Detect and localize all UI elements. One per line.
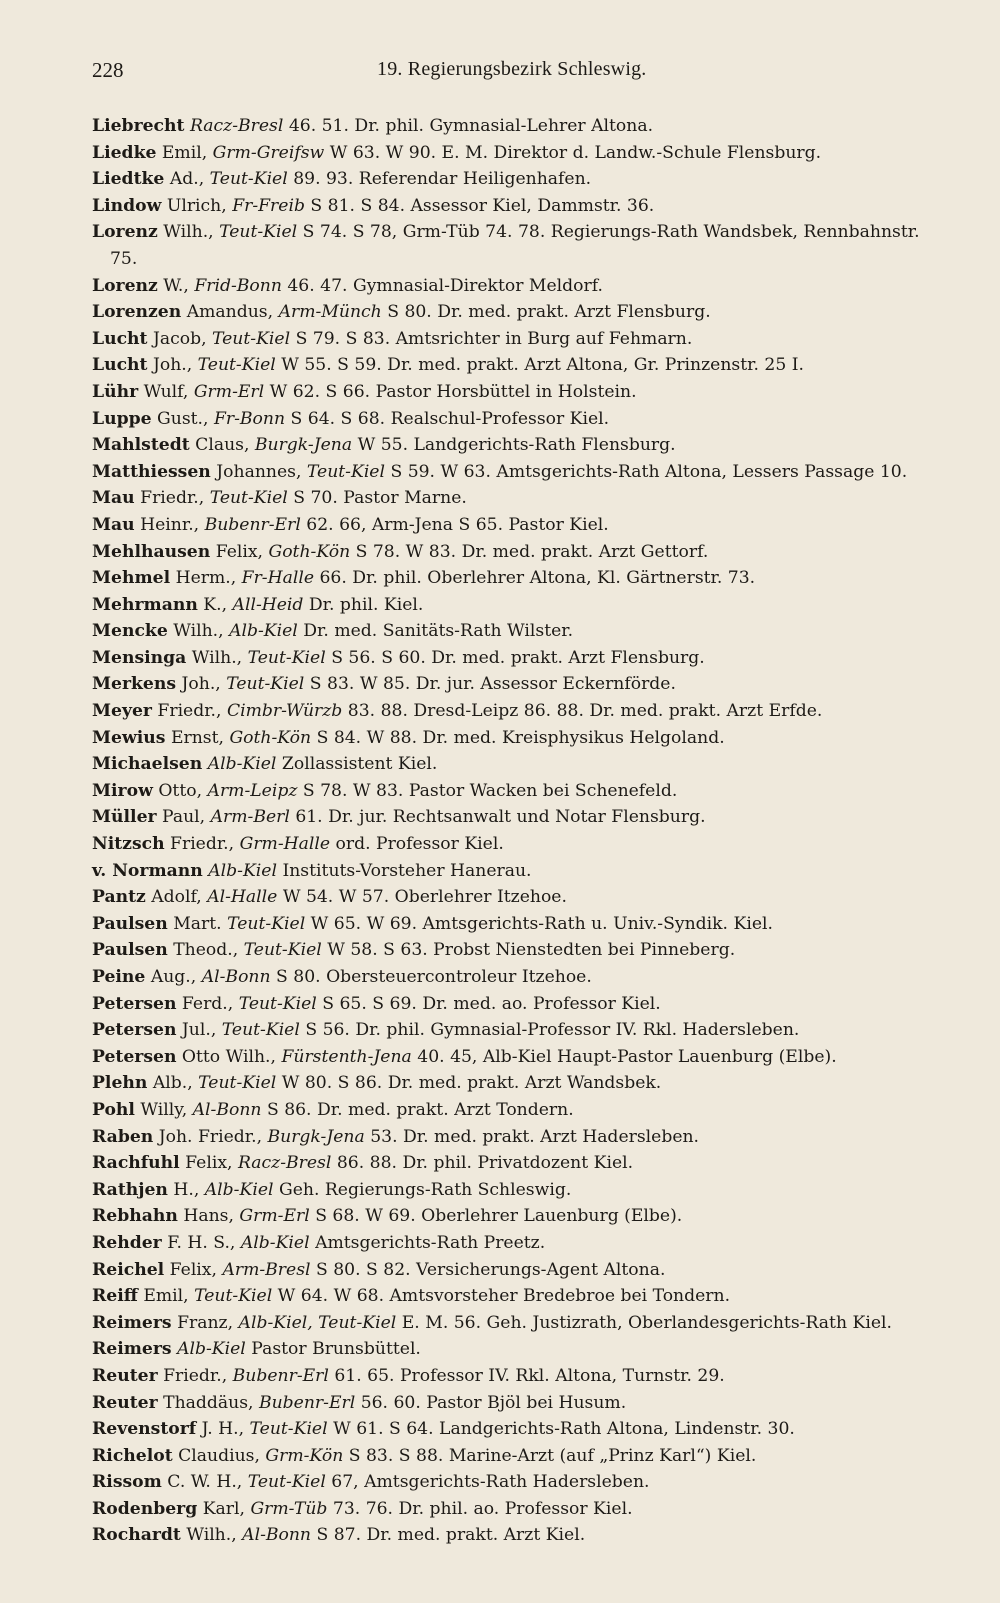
entry-fraternity: Arm-Münch: [278, 302, 382, 323]
entry-fraternity: Teut-Kiel: [247, 647, 326, 668]
entry-name: Mensinga: [92, 647, 187, 668]
directory-entry: [92, 1097, 952, 1124]
entry-name: Mehmel: [92, 568, 171, 589]
directory-entry: [92, 804, 952, 831]
directory-entry: [92, 884, 952, 911]
entry-name: Reuter: [92, 1365, 158, 1386]
entry-given-name: Willy,: [140, 1099, 188, 1120]
entry-fraternity: Grm-Greifsw: [212, 142, 325, 163]
entry-details: 61. Dr. jur. Rechtsanwalt und Notar Flensburg.: [295, 807, 706, 828]
entry-name: Mehrmann: [92, 594, 198, 615]
directory-entry: [92, 406, 952, 433]
entry-fraternity: Goth-Kön: [268, 541, 351, 562]
directory-entry: [92, 459, 952, 486]
entry-fraternity: Al-Bonn: [242, 1525, 311, 1546]
entry-given-name: Alb.,: [152, 1073, 193, 1094]
entry-fraternity: Alb-Kiel: [177, 1339, 246, 1360]
entry-given-name: H.,: [173, 1179, 200, 1200]
directory-entry: [92, 219, 952, 272]
entry-given-name: Friedr.,: [170, 834, 235, 855]
entry-given-name: Johannes,: [216, 461, 302, 482]
entry-name: Matthiessen: [92, 461, 211, 482]
directory-entry: [92, 592, 952, 619]
entry-fraternity: Grm-Kön: [265, 1445, 344, 1466]
entry-fraternity: Teut-Kiel: [238, 993, 317, 1014]
entry-fraternity: Grm-Erl: [193, 381, 265, 402]
entry-name: Luppe: [92, 408, 152, 429]
entry-given-name: Claudius,: [178, 1445, 260, 1466]
directory-entry: [92, 698, 952, 725]
entry-name: Reichel: [92, 1259, 165, 1280]
entry-given-name: Jul.,: [181, 1020, 217, 1041]
entry-details: S 80. Obersteuercontroleur Itzehoe.: [276, 967, 592, 987]
entry-fraternity: Frid-Bonn: [194, 275, 282, 296]
directory-entry: [92, 352, 952, 379]
entry-name: Mencke: [92, 621, 168, 642]
entry-name: Lorenz: [92, 222, 158, 243]
directory-entry: [92, 485, 952, 512]
entry-details: 46. 47. Gymnasial-Direktor Meldorf.: [287, 275, 603, 296]
directory-entry: [92, 911, 952, 938]
entry-given-name: Adolf,: [151, 887, 202, 908]
entry-name: Raben: [92, 1126, 154, 1147]
entry-details: Amtsgerichts-Rath Preetz.: [315, 1232, 546, 1253]
directory-entry: [92, 671, 952, 698]
entry-details: ord. Professor Kiel.: [335, 834, 504, 855]
entry-name: Lucht: [92, 328, 148, 349]
entry-given-name: Felix,: [169, 1259, 217, 1280]
directory-entry: [92, 193, 952, 220]
entry-given-name: Ferd.,: [181, 993, 234, 1014]
entry-given-name: Joh. Friedr.,: [158, 1126, 263, 1147]
entry-fraternity: Teut-Kiel: [306, 461, 385, 482]
entry-name: Lorenz: [92, 275, 158, 296]
entry-name: Nitzsch: [92, 834, 165, 855]
entry-name: Peine: [92, 967, 146, 987]
entry-name: Michaelsen: [92, 754, 203, 775]
entry-details: W 55. Landgerichts-Rath Flensburg.: [357, 435, 676, 456]
entry-given-name: Wilh.,: [173, 621, 224, 642]
entry-name: Rachfuhl: [92, 1153, 180, 1174]
entry-details: S 81. S 84. Assessor Kiel, Dammstr. 36.: [310, 195, 655, 216]
directory-entry: [92, 326, 952, 353]
directory-entry: [92, 1469, 952, 1496]
entry-given-name: Otto Wilh.,: [181, 1046, 276, 1067]
entry-details: 56. 60. Pastor Bjöl bei Husum.: [360, 1392, 627, 1413]
directory-entry: [92, 1017, 952, 1044]
entry-name: Petersen: [92, 1020, 177, 1041]
entry-fraternity: Fürstenth-Jena: [281, 1046, 412, 1067]
directory-entry: [92, 858, 952, 885]
entry-fraternity: Teut-Kiel: [227, 913, 306, 934]
entry-details: 66. Dr. phil. Oberlehrer Altona, Kl. Gärtnerstr. 73.: [319, 568, 756, 589]
entry-details: 73. 76. Dr. phil. ao. Professor Kiel.: [332, 1498, 633, 1519]
entry-fraternity: Al-Halle: [207, 887, 278, 908]
entry-name: Petersen: [92, 993, 177, 1014]
entry-name: Lühr: [92, 381, 139, 402]
entry-details: S 70. Pastor Marne.: [293, 488, 467, 509]
entry-details: S 68. W 69. Oberlehrer Lauenburg (Elbe).: [315, 1206, 683, 1227]
entry-fraternity: Alb-Kiel: [207, 754, 277, 775]
entry-details: 40. 45, Alb-Kiel Haupt-Pastor Lauenburg (Elbe).: [417, 1046, 837, 1067]
entry-details: S 78. W 83. Dr. med. prakt. Arzt Gettorf.: [355, 541, 709, 562]
directory-entry: [92, 1416, 952, 1443]
entry-name: Lindow: [92, 195, 162, 216]
entry-name: Paulsen: [92, 913, 168, 934]
entry-details: S 65. S 69. Dr. med. ao. Professor Kiel.: [322, 993, 661, 1014]
entry-details: S 64. S 68. Realschul-Professor Kiel.: [290, 408, 610, 429]
entry-details: W 58. S 63. Probst Nienstedten bei Pinneberg.: [327, 940, 736, 961]
entry-name: Liedke: [92, 142, 157, 163]
entry-fraternity: Fr-Halle: [241, 568, 315, 589]
entry-details: S 87. Dr. med. prakt. Arzt Kiel.: [316, 1525, 586, 1546]
entry-details: S 56. S 60. Dr. med. prakt. Arzt Flensburg.: [331, 647, 705, 668]
entry-name: Reimers: [92, 1312, 172, 1333]
entry-name: Liebrecht: [92, 116, 185, 136]
entry-fraternity: Grm-Tüb: [250, 1498, 328, 1519]
entry-fraternity: Burgk-Jena: [267, 1126, 365, 1147]
entry-given-name: K.,: [203, 594, 228, 615]
entry-given-name: Wilh.,: [163, 222, 214, 243]
entry-name: Mahlstedt: [92, 435, 190, 456]
entry-name: Merkens: [92, 674, 177, 695]
entry-details: W 65. W 69. Amtsgerichts-Rath u. Univ.-Syndik. Kiel.: [310, 913, 773, 934]
directory-entry: [92, 1443, 952, 1470]
directory-entry: [92, 565, 952, 592]
entry-given-name: J. H.,: [201, 1419, 245, 1440]
entry-details: 61. 65. Professor IV. Rkl. Altona, Turnstr. 29.: [334, 1365, 725, 1386]
directory-entry: [92, 618, 952, 645]
entry-fraternity: Burgk-Jena: [254, 435, 353, 456]
entry-given-name: Emil,: [161, 142, 208, 163]
directory-entry: [92, 1124, 952, 1151]
directory-entry: [92, 991, 952, 1018]
entry-fraternity: Teut-Kiel: [243, 940, 322, 961]
entry-given-name: Paul,: [162, 807, 206, 828]
directory-entry: [92, 1336, 952, 1363]
directory-entry: [92, 299, 952, 326]
entry-given-name: Joh.,: [181, 674, 221, 695]
entry-given-name: Wulf,: [143, 381, 189, 402]
entry-given-name: Ulrich,: [166, 195, 227, 216]
entry-fraternity: Teut-Kiel: [209, 169, 288, 190]
entry-given-name: Herm.,: [175, 568, 237, 589]
directory-entry: [92, 831, 952, 858]
directory-entry: [92, 1044, 952, 1071]
entry-details: Dr. phil. Kiel.: [308, 594, 424, 615]
entry-fraternity: Teut-Kiel: [212, 328, 291, 349]
entry-fraternity: Racz-Bresl: [189, 116, 284, 136]
entry-given-name: Aug.,: [150, 967, 197, 987]
directory-entry: [92, 1257, 952, 1284]
directory-entry: [92, 1070, 952, 1097]
entry-name: Richelot: [92, 1445, 173, 1466]
entry-fraternity: Bubenr-Erl: [204, 514, 301, 535]
entry-name: Rebhahn: [92, 1206, 178, 1227]
entry-fraternity: Arm-Bresl: [222, 1259, 311, 1280]
entry-name: Paulsen: [92, 940, 168, 961]
entry-fraternity: Al-Bonn: [201, 967, 271, 987]
directory-entry: [92, 725, 952, 752]
entry-fraternity: Teut-Kiel: [249, 1419, 328, 1440]
entry-fraternity: Teut-Kiel: [209, 488, 288, 509]
directory-entry: [92, 1310, 952, 1337]
entry-details: Instituts-Vorsteher Hanerau.: [282, 860, 532, 881]
entry-fraternity: Teut-Kiel: [194, 1286, 273, 1307]
entry-name: Reiff: [92, 1286, 138, 1307]
entry-details: S 79. S 83. Amtsrichter in Burg auf Fehmarn.: [295, 328, 693, 349]
directory-entry: [92, 1496, 952, 1523]
entry-details: Zollassistent Kiel.: [281, 754, 438, 775]
entry-details: 83. 88. Dresd-Leipz 86. 88. Dr. med. prakt. Arzt Erfde.: [347, 701, 823, 722]
entry-fraternity: Teut-Kiel: [247, 1472, 326, 1493]
entry-details: W 80. S 86. Dr. med. prakt. Arzt Wandsbek.: [281, 1073, 662, 1094]
directory-entry: [92, 432, 952, 459]
entry-fraternity: Alb-Kiel: [204, 1179, 274, 1200]
entry-name: Meyer: [92, 701, 152, 722]
page-number: 228: [92, 58, 124, 82]
entry-details: S 86. Dr. med. prakt. Arzt Tondern.: [266, 1099, 574, 1120]
entry-given-name: Mart.: [173, 913, 222, 934]
entry-given-name: Joh.,: [152, 355, 193, 376]
directory-entry: [92, 539, 952, 566]
entry-given-name: Heinr.,: [140, 514, 200, 535]
entry-name: Liedtke: [92, 169, 165, 190]
running-head: 19. Regierungsbezirk Schleswig.: [377, 58, 647, 80]
entry-given-name: Ad.,: [169, 169, 205, 190]
entry-fraternity: Racz-Bresl: [237, 1153, 332, 1174]
directory-entry: [92, 1230, 952, 1257]
entry-fraternity: Alb-Kiel: [208, 860, 277, 881]
entry-details: Pastor Brunsbüttel.: [251, 1339, 421, 1360]
entry-name: Reimers: [92, 1339, 172, 1360]
entry-name: Rochardt: [92, 1525, 181, 1546]
entry-fraternity: Grm-Halle: [239, 834, 331, 855]
entry-details: S 80. Dr. med. prakt. Arzt Flensburg.: [387, 302, 711, 323]
directory-entry: [92, 140, 952, 167]
entry-given-name: Friedr.,: [163, 1365, 228, 1386]
directory-entry: [92, 1363, 952, 1390]
directory-entry: [92, 1283, 952, 1310]
directory-entry: [92, 751, 952, 778]
entry-name: Pohl: [92, 1099, 135, 1120]
entry-details: S 56. Dr. phil. Gymnasial-Professor IV. Rkl. Hadersleben.: [305, 1020, 800, 1041]
directory-entry: [92, 166, 952, 193]
entry-name: Reuter: [92, 1392, 158, 1413]
entry-fraternity: Teut-Kiel: [221, 1020, 300, 1041]
directory-entries: [92, 113, 952, 1549]
directory-entry: [92, 1177, 952, 1204]
entry-given-name: Ernst,: [170, 727, 224, 748]
entry-details: W 64. W 68. Amtsvorsteher Bredebroe bei Tondern.: [277, 1286, 731, 1307]
entry-given-name: Thaddäus,: [163, 1392, 254, 1413]
directory-entry: [92, 937, 952, 964]
entry-fraternity: Teut-Kiel: [226, 674, 305, 695]
entry-details: E. M. 56. Geh. Justizrath, Oberlandesgerichts-Rath Kiel.: [401, 1312, 892, 1333]
entry-details: S 80. S 82. Versicherungs-Agent Altona.: [315, 1259, 666, 1280]
entry-name: Rehder: [92, 1232, 162, 1253]
entry-given-name: Claus,: [195, 435, 250, 456]
entry-details: S 84. W 88. Dr. med. Kreisphysikus Helgoland.: [316, 727, 725, 748]
entry-details: 62. 66, Arm-Jena S 65. Pastor Kiel.: [306, 514, 609, 535]
entry-given-name: Emil,: [143, 1286, 189, 1307]
entry-details: S 83. S 88. Marine-Arzt (auf „Prinz Karl“) Kiel.: [348, 1445, 757, 1466]
entry-fraternity: Arm-Berl: [210, 807, 290, 828]
entry-fraternity: Al-Bonn: [192, 1099, 262, 1120]
entry-details: W 54. W 57. Oberlehrer Itzehoe.: [282, 887, 567, 908]
entry-name: Pantz: [92, 887, 146, 908]
entry-given-name: Franz,: [177, 1312, 234, 1333]
directory-entry: [92, 273, 952, 300]
entry-details: W 62. S 66. Pastor Horsbüttel in Holstein.: [269, 381, 637, 402]
entry-name: Mau: [92, 514, 135, 535]
entry-name: Lorenzen: [92, 302, 182, 323]
entry-name: Plehn: [92, 1073, 148, 1094]
entry-details: Geh. Regierungs-Rath Schleswig.: [278, 1179, 572, 1200]
entry-fraternity: Bubenr-Erl: [232, 1365, 329, 1386]
entry-name: Mau: [92, 488, 135, 509]
entry-details: W 61. S 64. Landgerichts-Rath Altona, Lindenstr. 30.: [333, 1419, 795, 1440]
entry-details: 89. 93. Referendar Heiligenhafen.: [293, 169, 592, 190]
entry-name: Lucht: [92, 355, 148, 376]
entry-name: Mehlhausen: [92, 541, 211, 562]
entry-given-name: Hans,: [183, 1206, 234, 1227]
entry-details: 53. Dr. med. prakt. Arzt Hadersleben.: [370, 1126, 700, 1147]
directory-entry: [92, 964, 952, 991]
entry-fraternity: Teut-Kiel: [197, 355, 276, 376]
entry-fraternity: Grm-Erl: [239, 1206, 310, 1227]
entry-given-name: Jacob,: [152, 328, 207, 349]
entry-name: Mirow: [92, 780, 153, 801]
entry-details: W 63. W 90. E. M. Direktor d. Landw.-Schule Flensburg.: [329, 142, 822, 163]
entry-given-name: Friedr.,: [140, 488, 205, 509]
entry-given-name: C. W. H.,: [167, 1472, 243, 1493]
entry-fraternity: Teut-Kiel: [219, 222, 298, 243]
entry-details: W 55. S 59. Dr. med. prakt. Arzt Altona, Gr. Prinzenstr. 25 I.: [281, 355, 804, 376]
directory-entry: [92, 512, 952, 539]
directory-entry: [92, 379, 952, 406]
entry-fraternity: Alb-Kiel: [240, 1232, 310, 1253]
entry-details: S 78. W 83. Pastor Wacken bei Schenefeld.: [302, 780, 678, 801]
entry-fraternity: Goth-Kön: [229, 727, 312, 748]
entry-details: 46. 51. Dr. phil. Gymnasial-Lehrer Altona.: [288, 116, 654, 136]
directory-entry: [92, 1390, 952, 1417]
entry-fraternity: Arm-Leipz: [207, 780, 298, 801]
entry-given-name: Felix,: [215, 541, 264, 562]
entry-name: Rodenberg: [92, 1498, 198, 1519]
entry-given-name: Karl,: [202, 1498, 245, 1519]
entry-name: v. Normann: [92, 860, 203, 881]
entry-fraternity: Bubenr-Erl: [258, 1392, 356, 1413]
directory-entry: [92, 113, 952, 140]
directory-entry: [92, 1203, 952, 1230]
entry-name: Petersen: [92, 1046, 177, 1067]
entry-details: 86. 88. Dr. phil. Privatdozent Kiel.: [336, 1153, 634, 1174]
entry-fraternity: Cimbr-Würzb: [226, 701, 343, 722]
entry-given-name: Wilh.,: [191, 647, 243, 668]
entry-given-name: Gust.,: [157, 408, 209, 429]
entry-fraternity: Alb-Kiel: [229, 621, 298, 642]
entry-given-name: W.,: [163, 275, 189, 296]
entry-given-name: Theod.,: [173, 940, 239, 961]
entry-given-name: Felix,: [185, 1153, 233, 1174]
directory-entry: [92, 778, 952, 805]
entry-given-name: Wilh.,: [186, 1525, 237, 1546]
entry-details: S 83. W 85. Dr. jur. Assessor Eckernförde.: [309, 674, 676, 695]
entry-fraternity: Alb-Kiel, Teut-Kiel: [238, 1312, 397, 1333]
entry-fraternity: Fr-Freib: [232, 195, 305, 216]
entry-fraternity: Fr-Bonn: [213, 408, 286, 429]
entry-fraternity: All-Heid: [232, 594, 304, 615]
entry-details: S 59. W 63. Amtsgerichts-Rath Altona, Lessers Passage 10.: [390, 461, 908, 482]
entry-given-name: Friedr.,: [157, 701, 222, 722]
entry-name: Mewius: [92, 727, 166, 748]
entry-name: Rissom: [92, 1472, 162, 1493]
entry-details: S 74. S 78, Grm-Tüb 74. 78. Regierungs-Rath Wandsbek, Rennbahnstr. 75.: [110, 222, 920, 269]
directory-entry: [92, 1522, 952, 1549]
entry-given-name: Amandus,: [186, 302, 274, 323]
entry-given-name: F. H. S.,: [167, 1232, 236, 1253]
entry-name: Revenstorf: [92, 1419, 197, 1440]
entry-name: Müller: [92, 807, 157, 828]
entry-name: Rathjen: [92, 1179, 168, 1200]
directory-entry: [92, 1150, 952, 1177]
page-header: [92, 58, 932, 88]
directory-entry: [92, 645, 952, 672]
entry-details: 67, Amtsgerichts-Rath Hadersleben.: [331, 1472, 650, 1493]
entry-details: Dr. med. Sanitäts-Rath Wilster.: [303, 621, 574, 642]
entry-given-name: Otto,: [158, 780, 203, 801]
entry-fraternity: Teut-Kiel: [198, 1073, 277, 1094]
